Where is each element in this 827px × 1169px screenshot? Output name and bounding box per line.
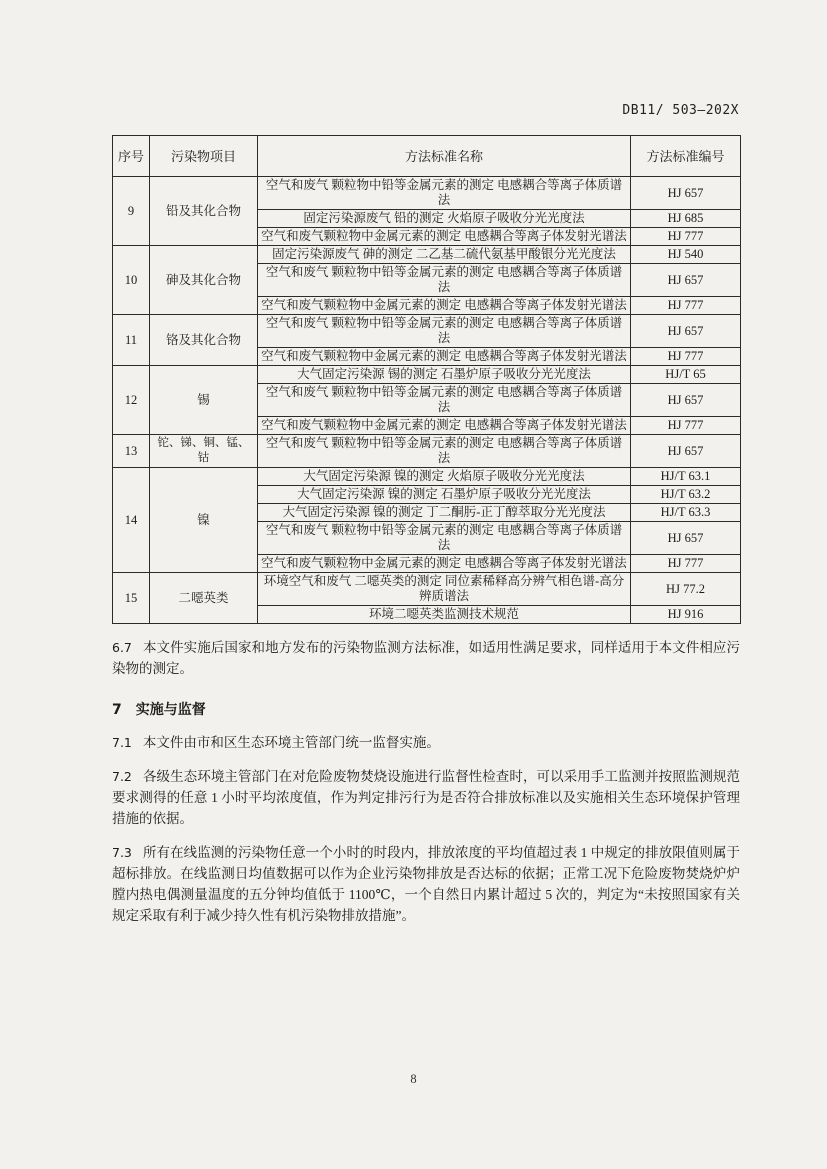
- row-number-cell: 13: [113, 435, 150, 468]
- clause-7-1: [112, 732, 740, 753]
- method-name-cell: 空气和废气颗粒物中金属元素的测定 电感耦合等离子体发射光谱法: [258, 417, 631, 435]
- pollutant-cell: 铊、锑、铜、锰、钴: [150, 435, 258, 468]
- method-code-cell: HJ/T 63.2: [631, 486, 741, 504]
- method-name-cell: 空气和废气 颗粒物中铅等金属元素的测定 电感耦合等离子体质谱法: [258, 522, 631, 555]
- method-name-cell: 环境空气和废气 二噁英类的测定 同位素稀释高分辨气相色谱-高分辨质谱法: [258, 573, 631, 606]
- table-row: [113, 366, 741, 384]
- method-code-cell: HJ 540: [631, 246, 741, 264]
- section-heading: [112, 699, 740, 719]
- document-body: [112, 0, 740, 926]
- method-name-cell: 环境二噁英类监测技术规范: [258, 606, 631, 624]
- column-header: 方法标准名称: [258, 136, 631, 177]
- clause-number: 7.2: [112, 769, 132, 784]
- pollutant-cell: 铅及其化合物: [150, 177, 258, 246]
- method-name-cell: 固定污染源废气 铅的测定 火焰原子吸收分光光度法: [258, 210, 631, 228]
- method-code-cell: HJ 657: [631, 522, 741, 555]
- pollutant-cell: 砷及其化合物: [150, 246, 258, 315]
- clause-text: 各级生态环境主管部门在对危险废物焚烧设施进行监督性检查时，可以采用手工监测并按照监测规范要求测得的任意 1 小时平均浓度值，作为判定排污行为是否符合排放标准以及实施相关生态环境保护管理措施的依据。: [112, 769, 740, 826]
- method-name-cell: 固定污染源废气 砷的测定 二乙基二硫代氨基甲酸银分光光度法: [258, 246, 631, 264]
- method-code-cell: HJ/T 65: [631, 366, 741, 384]
- row-number-cell: 10: [113, 246, 150, 315]
- method-name-cell: 空气和废气颗粒物中金属元素的测定 电感耦合等离子体发射光谱法: [258, 348, 631, 366]
- column-header: 污染物项目: [150, 136, 258, 177]
- method-name-cell: 大气固定污染源 镍的测定 石墨炉原子吸收分光光度法: [258, 486, 631, 504]
- method-name-cell: 空气和废气 颗粒物中铅等金属元素的测定 电感耦合等离子体质谱法: [258, 177, 631, 210]
- table-row: [113, 573, 741, 606]
- clause-number: 7: [112, 702, 122, 718]
- document-code: DB11/ 503—202X: [622, 103, 739, 118]
- clause-text: 本文件由市和区生态环境主管部门统一监督实施。: [142, 735, 440, 750]
- method-code-cell: HJ 77.2: [631, 573, 741, 606]
- table-header-row: [113, 136, 741, 177]
- clause-6-7: [112, 637, 740, 679]
- method-name-cell: 空气和废气 颗粒物中铅等金属元素的测定 电感耦合等离子体质谱法: [258, 264, 631, 297]
- section-title: 实施与监督: [135, 702, 206, 718]
- method-code-cell: HJ 657: [631, 315, 741, 348]
- pollutant-cell: 锡: [150, 366, 258, 435]
- method-name-cell: 大气固定污染源 镍的测定 火焰原子吸收分光光度法: [258, 468, 631, 486]
- table-row: [113, 435, 741, 468]
- table-row: [113, 177, 741, 210]
- method-name-cell: 空气和废气 颗粒物中铅等金属元素的测定 电感耦合等离子体质谱法: [258, 384, 631, 417]
- method-code-cell: HJ 777: [631, 417, 741, 435]
- pollutant-cell: 镍: [150, 468, 258, 573]
- method-code-cell: HJ 777: [631, 297, 741, 315]
- method-code-cell: HJ 777: [631, 228, 741, 246]
- method-name-cell: 空气和废气 颗粒物中铅等金属元素的测定 电感耦合等离子体质谱法: [258, 435, 631, 468]
- page-number: 8: [410, 1072, 417, 1086]
- method-code-cell: HJ 657: [631, 435, 741, 468]
- column-header: 方法标准编号: [631, 136, 741, 177]
- method-name-cell: 空气和废气 颗粒物中铅等金属元素的测定 电感耦合等离子体质谱法: [258, 315, 631, 348]
- pollutant-cell: 铬及其化合物: [150, 315, 258, 366]
- row-number-cell: 15: [113, 573, 150, 624]
- table-row: [113, 468, 741, 486]
- row-number-cell: 9: [113, 177, 150, 246]
- row-number-cell: 12: [113, 366, 150, 435]
- method-code-cell: HJ 777: [631, 555, 741, 573]
- table-header-row: [113, 136, 741, 177]
- clause-number: 7.1: [112, 735, 132, 750]
- clauses-container: [112, 637, 740, 926]
- table-body: [113, 177, 741, 624]
- method-name-cell: 空气和废气颗粒物中金属元素的测定 电感耦合等离子体发射光谱法: [258, 297, 631, 315]
- clause-text: 所有在线监测的污染物任意一个小时的时段内，排放浓度的平均值超过表 1 中规定的排放限值则属于超标排放。在线监测日均值数据可以作为企业污染物排放是否达标的依据；正常工况下危险废物焚烧炉炉膛内热电偶测量温度的五分钟均值低于 1100℃，一个自然日内累计超过 5 次的，判定为“未按照国家有关规定采取有利于减少持久性有机污染物排放措施”。: [112, 845, 740, 923]
- clause-7-3: [112, 842, 740, 926]
- method-code-cell: HJ/T 63.1: [631, 468, 741, 486]
- row-number-cell: 11: [113, 315, 150, 366]
- method-code-cell: HJ 777: [631, 348, 741, 366]
- method-name-cell: 大气固定污染源 锡的测定 石墨炉原子吸收分光光度法: [258, 366, 631, 384]
- method-code-cell: HJ 916: [631, 606, 741, 624]
- method-name-cell: 空气和废气颗粒物中金属元素的测定 电感耦合等离子体发射光谱法: [258, 555, 631, 573]
- method-code-cell: HJ/T 63.3: [631, 504, 741, 522]
- table-row: [113, 246, 741, 264]
- method-code-cell: HJ 685: [631, 210, 741, 228]
- method-name-cell: 大气固定污染源 镍的测定 丁二酮肟-正丁醇萃取分光光度法: [258, 504, 631, 522]
- pollutant-cell: 二噁英类: [150, 573, 258, 624]
- method-code-cell: HJ 657: [631, 384, 741, 417]
- clause-text: 本文件实施后国家和地方发布的污染物监测方法标准，如适用性满足要求，同样适用于本文件相应污染物的测定。: [112, 640, 740, 676]
- row-number-cell: 14: [113, 468, 150, 573]
- method-name-cell: 空气和废气颗粒物中金属元素的测定 电感耦合等离子体发射光谱法: [258, 228, 631, 246]
- method-code-cell: HJ 657: [631, 177, 741, 210]
- clause-7-2: [112, 766, 740, 829]
- column-header: 序号: [113, 136, 150, 177]
- table-row: [113, 315, 741, 348]
- clause-number: 6.7: [112, 640, 132, 655]
- method-code-cell: HJ 657: [631, 264, 741, 297]
- standards-table: [112, 135, 741, 624]
- clause-number: 7.3: [112, 845, 132, 860]
